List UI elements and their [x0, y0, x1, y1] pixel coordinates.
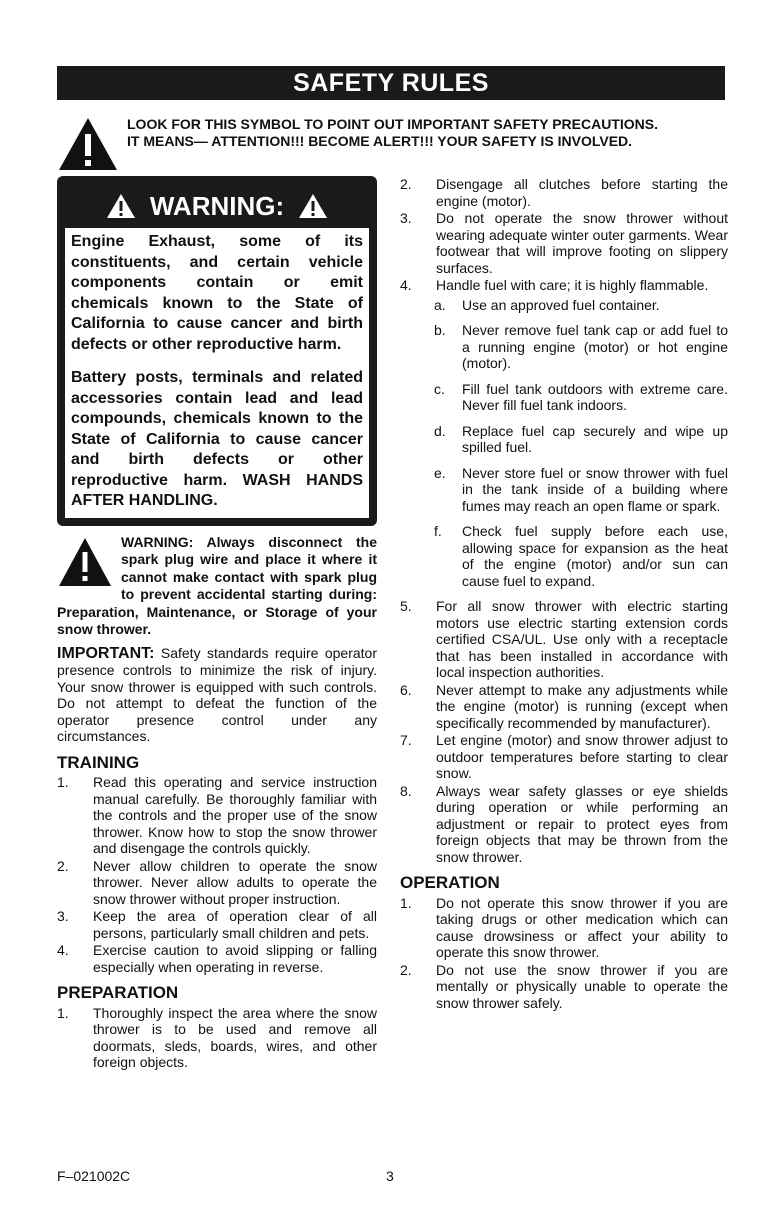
list-item: 4. Handle fuel with care; it is highly flammable.	[400, 277, 709, 293]
operation-list	[400, 895, 728, 1012]
warning-triangle-icon	[106, 193, 136, 219]
right-column	[400, 176, 728, 1012]
battery-warning-text: Battery posts, terminals and related accessories contain lead and lead compounds, chemicals known to the State of California to cause cancer and birth defects or other reproductive harm. WASH HANDS AFTER HANDLING.	[71, 369, 363, 509]
warning-heading: WARNING:	[149, 191, 285, 221]
page-number: 3	[386, 1168, 394, 1184]
training-heading: TRAINING	[57, 752, 140, 772]
list-item: 1. Read this operating and service instruction manual carefully. Be thoroughly familiar with the controls and the proper use of the snow thrower. Know how to stop the snow thrower and disengage the controls quickly.	[57, 774, 377, 856]
list-item: 1. Do not operate this snow thrower if you are taking drugs or other medication which can cause drowsiness or affect your ability to operate this snow thrower.	[400, 894, 728, 960]
spark-warning-text: WARNING: Always disconnect the spark plug wire and place it where it cannot make contact with spark plug to prevent accidental starting during: Preparation, Maintenance, or Storage of your snow thrower.	[57, 533, 377, 637]
list-item: c. Fill fuel tank outdoors with extreme care. Never fill fuel tank indoors.	[434, 380, 728, 413]
list-item: e. Never store fuel or snow thrower with fuel in the tank inside of a building where fumes may reach an open flame or spark.	[434, 464, 728, 514]
list-item: 2. Never allow children to operate the snow thrower. Never allow adults to operate the snow thrower without proper instruction.	[57, 857, 377, 907]
list-item: 2. Disengage all clutches before starting the engine (motor).	[400, 176, 728, 209]
important-text: Safety standards require operator presence controls to minimize the risk of injury. Your snow thrower is equipped with such controls. Do not attempt to defeat the function of the operator presence control under any circumstances.	[57, 644, 377, 744]
list-item: d. Replace fuel cap securely and wipe up spilled fuel.	[434, 422, 728, 455]
exhaust-warning-text: Engine Exhaust, some of its constituents, and certain vehicle components contain or emit chemicals known to the State of California to cause cancer and birth defects or other reproductive harm.	[71, 233, 363, 353]
document-code: F–021002C	[57, 1168, 131, 1184]
list-item: b. Never remove fuel tank cap or add fuel to a running engine (motor) or hot engine (motor).	[434, 322, 728, 371]
caution-line-1: LOOK FOR THIS SYMBOL TO POINT OUT IMPORTANT SAFETY PRECAUTIONS.	[127, 116, 658, 132]
list-item: 3. Keep the area of operation clear of all persons, particularly small children and pets.	[57, 908, 377, 941]
important-label: IMPORTANT:	[57, 644, 155, 662]
section-banner: SAFETY RULES	[57, 66, 725, 100]
list-item: 7. Let engine (motor) and snow thrower adjust to outdoor temperatures before starting to clear snow.	[400, 732, 728, 781]
list-item: f. Check fuel supply before each use, allowing space for expansion as the heat of the engine (motor) and/or sun can cause fuel to expand.	[434, 523, 728, 589]
list-item: 1. Thoroughly inspect the area where the snow thrower is to be used and remove all doormats, sleds, boards, wires, and other foreign objects.	[57, 1004, 377, 1070]
important-note	[57, 645, 377, 745]
left-column	[57, 176, 377, 1072]
list-item: 5. For all snow thrower with electric starting motors use electric starting extension cords certified CSA/UL. Use only with a receptacle that has been installed in accordance with local inspection authorities.	[400, 598, 728, 680]
training-list	[57, 774, 377, 975]
list-item: 4. Exercise caution to avoid slipping or falling especially when operating in reverse.	[57, 942, 377, 975]
operation-heading: OPERATION	[400, 873, 500, 892]
warning-triangle-icon	[298, 193, 328, 219]
preparation-list-end	[400, 598, 728, 865]
preparation-list-continued	[400, 176, 728, 294]
warning-triangle-icon	[57, 116, 119, 172]
fuel-sublist	[400, 297, 728, 590]
warning-triangle-icon	[57, 536, 113, 588]
spark-plug-warning	[57, 534, 377, 639]
list-item: 2. Do not use the snow thrower if you are mentally or physically unable to operate the snow thrower safely.	[400, 961, 728, 1011]
list-item: 3. Do not operate the snow thrower without wearing adequate winter outer garments. Wear footwear that will improve footing on slippery surfaces.	[400, 210, 728, 276]
preparation-heading: PREPARATION	[57, 983, 179, 1002]
list-item: 6. Never attempt to make any adjustments while the engine (motor) is running (except when specifically recommended by manufacturer).	[400, 681, 728, 731]
preparation-list	[57, 1005, 377, 1071]
list-item: 8. Always wear safety glasses or eye shields during operation or while performing an adjustment or repair to protect eyes from foreign objects that may be thrown from the snow thrower.	[400, 782, 728, 865]
caution-line-2: IT MEANS— ATTENTION!!! BECOME ALERT!!! YOUR SAFETY IS INVOLVED.	[127, 133, 633, 149]
list-item: a. Use an approved fuel container.	[434, 296, 660, 313]
caution-notice	[57, 114, 757, 174]
california-warning-box	[57, 176, 377, 526]
